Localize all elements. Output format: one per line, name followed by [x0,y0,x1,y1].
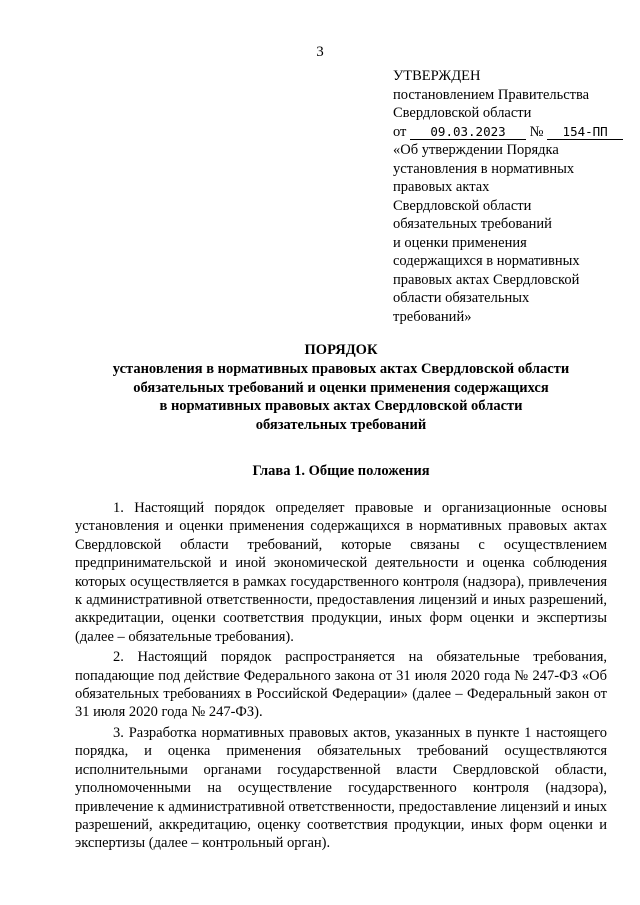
approval-subject-line: и оценки применения [393,234,527,251]
number-prefix: № [529,123,544,140]
approval-subject-line: области обязательных [393,290,530,306]
approval-date-number-line [393,123,623,142]
approval-number: 154-ПП [547,125,623,140]
approval-subject-line: установления в нормативных [393,160,575,177]
approval-subject-line: обязательных требований [393,216,552,232]
title-line: в нормативных правовых актах Свердловской области [159,398,523,415]
paragraph-2: 2. Настоящий порядок распространяется на обязательные требования, попадающие под действие Федерального закона от 31 июля 2020 года № 247-ФЗ «Об обязательных требованиях в Российской Федерации» (далее – Федеральный закон от 31 июля 2020 года № 247-ФЗ). [75,649,607,721]
approval-subject-line: «Об утверждении Порядка [393,142,559,158]
title-heading: ПОРЯДОК [304,342,378,358]
approval-stamp-block [393,67,623,326]
paragraph-3: 3. Разработка нормативных правовых актов, указанных в пункте 1 настоящего порядка, и оценка применения обязательных требований осуществляются исполнительными органами государственной власти Свердловской области, уполномоченными на осуществление государственного контроля (надзора), привлечение к административной ответственности, предоставление лицензий и иных разрешений, аккредитацию, оценку соответствия продукции, иных форм оценки и экспертизы (далее – контрольный орган). [75,724,607,852]
date-prefix: от [393,123,407,140]
document-title [75,341,607,435]
approval-subject-line: Свердловской области [393,197,532,214]
approval-date: 09.03.2023 [410,125,526,140]
approval-subject-line: содержащихся в нормативных [393,253,580,269]
approval-subject-line: требований» [393,308,472,325]
approval-line-2: Свердловской области [393,105,532,121]
title-line: обязательных требований [255,417,427,434]
title-line: обязательных требований и оценки применения содержащихся [133,379,549,396]
paragraph-1: 1. Настоящий порядок определяет правовые и организационные основы установления и оценки применения содержащихся в нормативных правовых актах Свердловской области требований, которые связаны с осуществлением предпринимательской и иной экономической деятельности и оценка соблюдения которых осуществляется в рамках государственного контроля (надзора), привлечения к административной ответственности, предоставления лицензий и иных разрешений, аккредитации, оценки соответствия продукции, иных форм оценки и экспертизы (далее – обязательные требования). [75,500,607,645]
title-line: установления в нормативных правовых актах Свердловской области [112,360,570,377]
approval-line-1: постановлением Правительства [393,86,590,103]
approval-heading: УТВЕРЖДЕН [393,68,481,84]
page-number: 3 [316,44,324,60]
approval-subject-line: правовых актах Свердловской [393,271,580,288]
document-body [75,499,607,855]
approval-subject-line: правовых актах [393,179,490,195]
chapter-heading: Глава 1. Общие положения [252,463,430,479]
